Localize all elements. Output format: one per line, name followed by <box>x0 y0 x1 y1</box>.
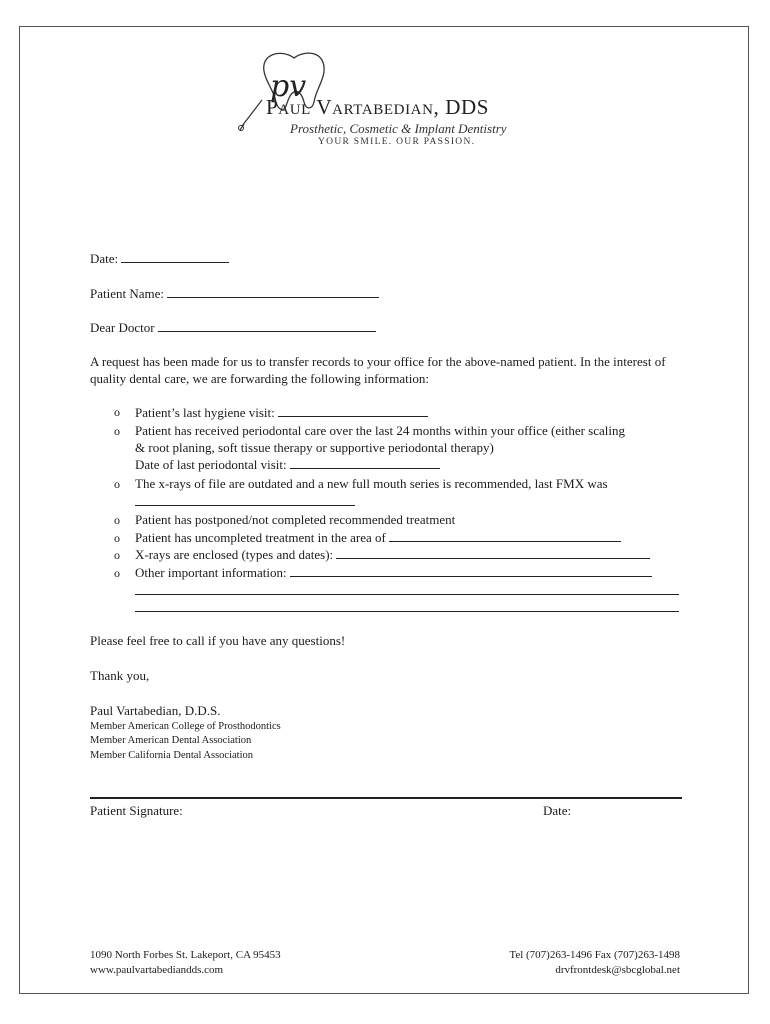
intro-paragraph: A request has been made for us to transfer records to your office for the above-named patient. In the interest of quality dental care, we are forwarding the following information: <box>90 354 666 386</box>
xrays-enclosed-blank[interactable] <box>336 547 650 559</box>
dear-doctor-field <box>90 320 376 336</box>
date-blank[interactable] <box>121 251 229 263</box>
footer-email[interactable]: drvfrontdesk@sbcglobal.net <box>555 964 680 976</box>
dear-doctor-label: Dear Doctor <box>90 320 155 335</box>
membership-line: Member California Dental Association <box>90 750 254 761</box>
membership-line: Member American College of Prosthodontics <box>90 721 281 732</box>
call-note: Please feel free to call if you have any questions! <box>90 633 346 648</box>
svg-text:pv: pv <box>270 69 307 104</box>
bullet-marker: o <box>114 513 120 527</box>
patient-name-label: Patient Name: <box>90 286 165 301</box>
bullet-marker: o <box>114 424 120 438</box>
dear-doctor-blank[interactable] <box>158 320 376 332</box>
thank-you: Thank you, <box>90 668 150 683</box>
footer-phone: Tel (707)263-1496 Fax (707)263-1498 <box>509 949 680 961</box>
item-uncompleted <box>135 529 621 546</box>
bullet-marker: o <box>114 405 120 419</box>
logo-practice-name: Paul Vartabedian, DDS <box>266 95 490 119</box>
date-field <box>90 251 229 267</box>
item-perio-date-text: Date of last periodontal visit: <box>135 457 287 472</box>
item-perio-line2: & root planing, soft tissue therapy or supportive periodontal therapy) <box>135 440 494 455</box>
date-label: Date: <box>90 251 119 266</box>
signature-date-label: Date: <box>543 803 572 818</box>
logo-tagline: YOUR SMILE. OUR PASSION. <box>318 137 476 147</box>
item-xrays-enclosed-text: X-rays are enclosed (types and dates): <box>135 547 334 562</box>
item-hygiene <box>135 404 428 421</box>
bullet-marker: o <box>114 531 120 545</box>
page-border <box>19 26 749 994</box>
item-uncompleted-text: Patient has uncompleted treatment in the area of <box>135 530 386 545</box>
item-other-info-text: Other important information: <box>135 565 287 580</box>
patient-signature-label: Patient Signature: <box>90 803 183 818</box>
item-postponed: Patient has postponed/not completed recommended treatment <box>135 512 456 527</box>
item-other-info <box>135 564 652 581</box>
footer-website[interactable]: www.paulvartabediandds.com <box>90 964 224 976</box>
item-perio-line1: Patient has received periodontal care over the last 24 months within your office (either scaling <box>135 423 625 438</box>
signature-line[interactable] <box>90 797 682 799</box>
footer-address: 1090 North Forbes St. Lakeport, CA 95453 <box>90 949 281 961</box>
item-hygiene-text: Patient’s last hygiene visit: <box>135 405 275 420</box>
other-info-line-2[interactable] <box>135 594 679 595</box>
perio-date-blank[interactable] <box>290 457 440 469</box>
item-xrays-enclosed <box>135 546 650 563</box>
hygiene-blank[interactable] <box>278 405 428 417</box>
item-perio-date <box>135 456 440 473</box>
fmx-date-blank[interactable] <box>135 505 355 506</box>
bullet-marker: o <box>114 477 120 491</box>
signer-name: Paul Vartabedian, D.D.S. <box>90 703 221 718</box>
membership-line: Member American Dental Association <box>90 735 252 746</box>
patient-name-field <box>90 286 379 302</box>
item-xray-outdated: The x-rays of file are outdated and a new full mouth series is recommended, last FMX was <box>135 476 608 491</box>
logo-subtitle: Prosthetic, Cosmetic & Implant Dentistry <box>290 121 507 136</box>
bullet-marker: o <box>114 566 120 580</box>
bullet-marker: o <box>114 548 120 562</box>
other-info-line-3[interactable] <box>135 611 679 612</box>
patient-name-blank[interactable] <box>167 286 379 298</box>
uncompleted-area-blank[interactable] <box>389 530 621 542</box>
other-info-blank[interactable] <box>290 565 652 577</box>
